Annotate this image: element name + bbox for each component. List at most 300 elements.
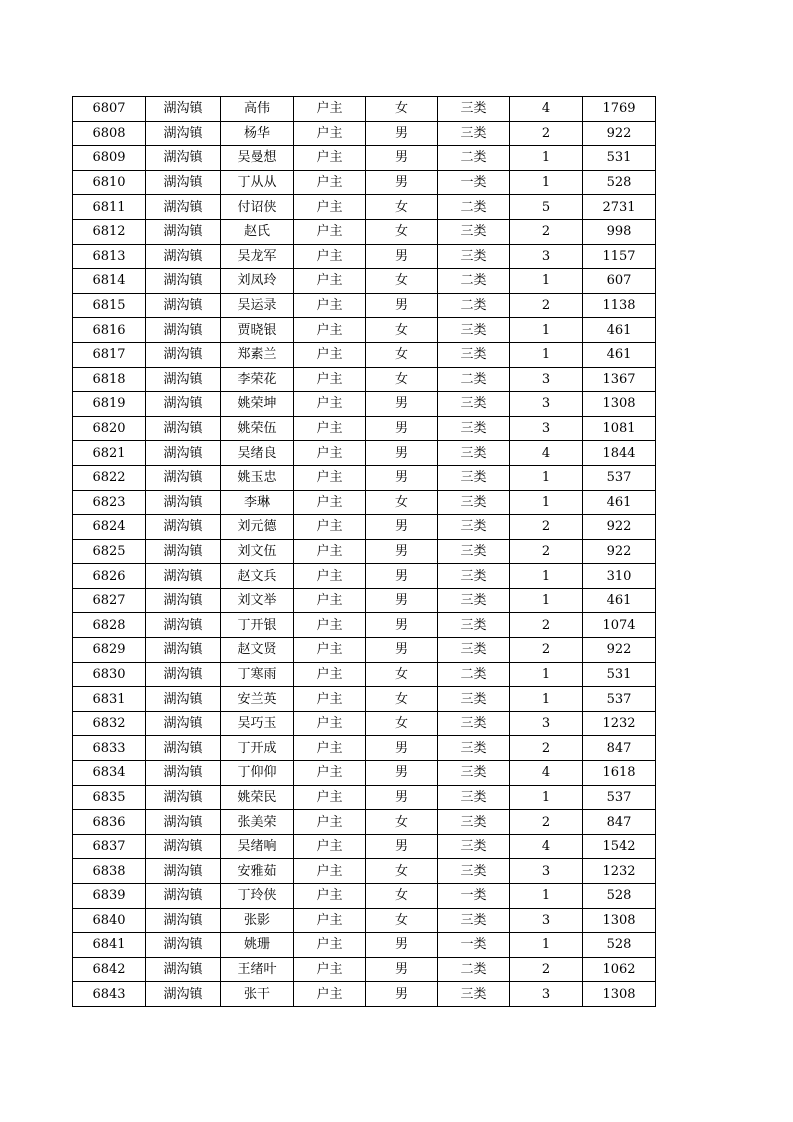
count-cell: 3 bbox=[510, 416, 583, 441]
gender-cell: 男 bbox=[366, 761, 438, 786]
category-cell: 三类 bbox=[438, 539, 510, 564]
amount-cell: 310 bbox=[583, 564, 656, 589]
name-cell: 郑素兰 bbox=[221, 342, 294, 367]
relation-cell: 户主 bbox=[294, 97, 366, 122]
table-row bbox=[73, 810, 656, 835]
count-cell: 4 bbox=[510, 441, 583, 466]
table-row bbox=[73, 662, 656, 687]
gender-cell: 男 bbox=[366, 244, 438, 269]
count-cell: 1 bbox=[510, 662, 583, 687]
table-row bbox=[73, 342, 656, 367]
row-number-cell: 6827 bbox=[73, 588, 146, 613]
table-row bbox=[73, 219, 656, 244]
relation-cell: 户主 bbox=[294, 367, 366, 392]
category-cell: 一类 bbox=[438, 933, 510, 958]
gender-cell: 女 bbox=[366, 269, 438, 294]
table-row bbox=[73, 982, 656, 1007]
name-cell: 赵文兵 bbox=[221, 564, 294, 589]
row-number-cell: 6841 bbox=[73, 933, 146, 958]
row-number-cell: 6807 bbox=[73, 97, 146, 122]
count-cell: 1 bbox=[510, 933, 583, 958]
relation-cell: 户主 bbox=[294, 810, 366, 835]
amount-cell: 922 bbox=[583, 638, 656, 663]
gender-cell: 男 bbox=[366, 170, 438, 195]
category-cell: 三类 bbox=[438, 244, 510, 269]
category-cell: 三类 bbox=[438, 318, 510, 343]
category-cell: 三类 bbox=[438, 834, 510, 859]
amount-cell: 461 bbox=[583, 318, 656, 343]
category-cell: 二类 bbox=[438, 662, 510, 687]
category-cell: 二类 bbox=[438, 269, 510, 294]
name-cell: 吴绪响 bbox=[221, 834, 294, 859]
name-cell: 吴绪良 bbox=[221, 441, 294, 466]
town-cell: 湖沟镇 bbox=[146, 957, 221, 982]
amount-cell: 1157 bbox=[583, 244, 656, 269]
row-number-cell: 6818 bbox=[73, 367, 146, 392]
town-cell: 湖沟镇 bbox=[146, 859, 221, 884]
gender-cell: 女 bbox=[366, 318, 438, 343]
category-cell: 二类 bbox=[438, 957, 510, 982]
amount-cell: 1232 bbox=[583, 859, 656, 884]
name-cell: 吴曼想 bbox=[221, 146, 294, 171]
category-cell: 三类 bbox=[438, 982, 510, 1007]
amount-cell: 537 bbox=[583, 785, 656, 810]
row-number-cell: 6821 bbox=[73, 441, 146, 466]
count-cell: 3 bbox=[510, 711, 583, 736]
name-cell: 张影 bbox=[221, 908, 294, 933]
row-number-cell: 6811 bbox=[73, 195, 146, 220]
category-cell: 三类 bbox=[438, 687, 510, 712]
row-number-cell: 6836 bbox=[73, 810, 146, 835]
relation-cell: 户主 bbox=[294, 490, 366, 515]
count-cell: 3 bbox=[510, 859, 583, 884]
relation-cell: 户主 bbox=[294, 441, 366, 466]
gender-cell: 男 bbox=[366, 785, 438, 810]
relation-cell: 户主 bbox=[294, 785, 366, 810]
town-cell: 湖沟镇 bbox=[146, 834, 221, 859]
amount-cell: 922 bbox=[583, 121, 656, 146]
relation-cell: 户主 bbox=[294, 908, 366, 933]
category-cell: 三类 bbox=[438, 219, 510, 244]
category-cell: 三类 bbox=[438, 859, 510, 884]
name-cell: 吴巧玉 bbox=[221, 711, 294, 736]
count-cell: 4 bbox=[510, 761, 583, 786]
gender-cell: 男 bbox=[366, 613, 438, 638]
name-cell: 丁开银 bbox=[221, 613, 294, 638]
name-cell: 李荣花 bbox=[221, 367, 294, 392]
gender-cell: 男 bbox=[366, 293, 438, 318]
name-cell: 姚荣坤 bbox=[221, 392, 294, 417]
count-cell: 3 bbox=[510, 982, 583, 1007]
amount-cell: 528 bbox=[583, 933, 656, 958]
category-cell: 三类 bbox=[438, 810, 510, 835]
table-row bbox=[73, 933, 656, 958]
category-cell: 三类 bbox=[438, 416, 510, 441]
row-number-cell: 6822 bbox=[73, 465, 146, 490]
row-number-cell: 6810 bbox=[73, 170, 146, 195]
town-cell: 湖沟镇 bbox=[146, 465, 221, 490]
name-cell: 安兰英 bbox=[221, 687, 294, 712]
gender-cell: 男 bbox=[366, 465, 438, 490]
count-cell: 1 bbox=[510, 884, 583, 909]
row-number-cell: 6833 bbox=[73, 736, 146, 761]
amount-cell: 537 bbox=[583, 465, 656, 490]
count-cell: 5 bbox=[510, 195, 583, 220]
relation-cell: 户主 bbox=[294, 933, 366, 958]
town-cell: 湖沟镇 bbox=[146, 392, 221, 417]
gender-cell: 男 bbox=[366, 588, 438, 613]
name-cell: 姚荣伍 bbox=[221, 416, 294, 441]
table-row bbox=[73, 244, 656, 269]
count-cell: 1 bbox=[510, 170, 583, 195]
relation-cell: 户主 bbox=[294, 884, 366, 909]
count-cell: 2 bbox=[510, 613, 583, 638]
town-cell: 湖沟镇 bbox=[146, 810, 221, 835]
count-cell: 1 bbox=[510, 269, 583, 294]
table-row bbox=[73, 957, 656, 982]
gender-cell: 女 bbox=[366, 195, 438, 220]
relation-cell: 户主 bbox=[294, 834, 366, 859]
row-number-cell: 6834 bbox=[73, 761, 146, 786]
category-cell: 一类 bbox=[438, 170, 510, 195]
table-row bbox=[73, 834, 656, 859]
count-cell: 3 bbox=[510, 392, 583, 417]
name-cell: 高伟 bbox=[221, 97, 294, 122]
relation-cell: 户主 bbox=[294, 564, 366, 589]
count-cell: 2 bbox=[510, 515, 583, 540]
amount-cell: 1542 bbox=[583, 834, 656, 859]
gender-cell: 女 bbox=[366, 490, 438, 515]
row-number-cell: 6817 bbox=[73, 342, 146, 367]
count-cell: 1 bbox=[510, 318, 583, 343]
count-cell: 1 bbox=[510, 342, 583, 367]
row-number-cell: 6842 bbox=[73, 957, 146, 982]
gender-cell: 男 bbox=[366, 736, 438, 761]
gender-cell: 女 bbox=[366, 342, 438, 367]
name-cell: 刘文伍 bbox=[221, 539, 294, 564]
town-cell: 湖沟镇 bbox=[146, 269, 221, 294]
category-cell: 三类 bbox=[438, 342, 510, 367]
amount-cell: 607 bbox=[583, 269, 656, 294]
amount-cell: 528 bbox=[583, 170, 656, 195]
gender-cell: 男 bbox=[366, 539, 438, 564]
relation-cell: 户主 bbox=[294, 244, 366, 269]
amount-cell: 1367 bbox=[583, 367, 656, 392]
count-cell: 1 bbox=[510, 785, 583, 810]
relation-cell: 户主 bbox=[294, 416, 366, 441]
amount-cell: 461 bbox=[583, 342, 656, 367]
name-cell: 李琳 bbox=[221, 490, 294, 515]
row-number-cell: 6808 bbox=[73, 121, 146, 146]
relation-cell: 户主 bbox=[294, 342, 366, 367]
row-number-cell: 6843 bbox=[73, 982, 146, 1007]
row-number-cell: 6829 bbox=[73, 638, 146, 663]
relation-cell: 户主 bbox=[294, 736, 366, 761]
category-cell: 三类 bbox=[438, 392, 510, 417]
category-cell: 二类 bbox=[438, 293, 510, 318]
relation-cell: 户主 bbox=[294, 761, 366, 786]
amount-cell: 537 bbox=[583, 687, 656, 712]
category-cell: 二类 bbox=[438, 367, 510, 392]
town-cell: 湖沟镇 bbox=[146, 490, 221, 515]
table-row bbox=[73, 588, 656, 613]
gender-cell: 女 bbox=[366, 687, 438, 712]
table-row bbox=[73, 146, 656, 171]
name-cell: 丁开成 bbox=[221, 736, 294, 761]
amount-cell: 998 bbox=[583, 219, 656, 244]
town-cell: 湖沟镇 bbox=[146, 638, 221, 663]
amount-cell: 1232 bbox=[583, 711, 656, 736]
table-row bbox=[73, 392, 656, 417]
relation-cell: 户主 bbox=[294, 638, 366, 663]
town-cell: 湖沟镇 bbox=[146, 687, 221, 712]
name-cell: 丁玲侠 bbox=[221, 884, 294, 909]
table-row bbox=[73, 170, 656, 195]
town-cell: 湖沟镇 bbox=[146, 146, 221, 171]
amount-cell: 922 bbox=[583, 515, 656, 540]
row-number-cell: 6839 bbox=[73, 884, 146, 909]
name-cell: 吴运录 bbox=[221, 293, 294, 318]
amount-cell: 461 bbox=[583, 588, 656, 613]
name-cell: 安雅茹 bbox=[221, 859, 294, 884]
name-cell: 姚珊 bbox=[221, 933, 294, 958]
gender-cell: 女 bbox=[366, 884, 438, 909]
category-cell: 三类 bbox=[438, 515, 510, 540]
town-cell: 湖沟镇 bbox=[146, 121, 221, 146]
category-cell: 三类 bbox=[438, 588, 510, 613]
amount-cell: 1844 bbox=[583, 441, 656, 466]
row-number-cell: 6812 bbox=[73, 219, 146, 244]
town-cell: 湖沟镇 bbox=[146, 416, 221, 441]
table-row bbox=[73, 318, 656, 343]
table-body bbox=[73, 97, 656, 1007]
gender-cell: 女 bbox=[366, 859, 438, 884]
row-number-cell: 6831 bbox=[73, 687, 146, 712]
town-cell: 湖沟镇 bbox=[146, 293, 221, 318]
row-number-cell: 6824 bbox=[73, 515, 146, 540]
row-number-cell: 6835 bbox=[73, 785, 146, 810]
count-cell: 1 bbox=[510, 465, 583, 490]
town-cell: 湖沟镇 bbox=[146, 539, 221, 564]
gender-cell: 男 bbox=[366, 564, 438, 589]
name-cell: 赵文贤 bbox=[221, 638, 294, 663]
gender-cell: 男 bbox=[366, 441, 438, 466]
town-cell: 湖沟镇 bbox=[146, 933, 221, 958]
amount-cell: 2731 bbox=[583, 195, 656, 220]
gender-cell: 男 bbox=[366, 146, 438, 171]
category-cell: 三类 bbox=[438, 638, 510, 663]
count-cell: 2 bbox=[510, 638, 583, 663]
relation-cell: 户主 bbox=[294, 392, 366, 417]
relation-cell: 户主 bbox=[294, 121, 366, 146]
count-cell: 3 bbox=[510, 244, 583, 269]
table-row bbox=[73, 687, 656, 712]
name-cell: 丁仰仰 bbox=[221, 761, 294, 786]
gender-cell: 女 bbox=[366, 711, 438, 736]
town-cell: 湖沟镇 bbox=[146, 908, 221, 933]
category-cell: 三类 bbox=[438, 441, 510, 466]
count-cell: 2 bbox=[510, 121, 583, 146]
name-cell: 付诏侠 bbox=[221, 195, 294, 220]
table-row bbox=[73, 539, 656, 564]
town-cell: 湖沟镇 bbox=[146, 982, 221, 1007]
name-cell: 张干 bbox=[221, 982, 294, 1007]
row-number-cell: 6819 bbox=[73, 392, 146, 417]
gender-cell: 女 bbox=[366, 908, 438, 933]
count-cell: 1 bbox=[510, 588, 583, 613]
amount-cell: 1618 bbox=[583, 761, 656, 786]
name-cell: 刘凤玲 bbox=[221, 269, 294, 294]
category-cell: 三类 bbox=[438, 121, 510, 146]
row-number-cell: 6832 bbox=[73, 711, 146, 736]
town-cell: 湖沟镇 bbox=[146, 244, 221, 269]
category-cell: 三类 bbox=[438, 736, 510, 761]
amount-cell: 1308 bbox=[583, 392, 656, 417]
table-row bbox=[73, 564, 656, 589]
table-row bbox=[73, 515, 656, 540]
town-cell: 湖沟镇 bbox=[146, 588, 221, 613]
town-cell: 湖沟镇 bbox=[146, 170, 221, 195]
amount-cell: 1138 bbox=[583, 293, 656, 318]
row-number-cell: 6823 bbox=[73, 490, 146, 515]
table-row bbox=[73, 884, 656, 909]
relation-cell: 户主 bbox=[294, 687, 366, 712]
town-cell: 湖沟镇 bbox=[146, 613, 221, 638]
count-cell: 2 bbox=[510, 219, 583, 244]
town-cell: 湖沟镇 bbox=[146, 367, 221, 392]
category-cell: 一类 bbox=[438, 884, 510, 909]
amount-cell: 1308 bbox=[583, 908, 656, 933]
amount-cell: 1308 bbox=[583, 982, 656, 1007]
count-cell: 1 bbox=[510, 146, 583, 171]
table-row bbox=[73, 785, 656, 810]
amount-cell: 531 bbox=[583, 146, 656, 171]
gender-cell: 男 bbox=[366, 416, 438, 441]
row-number-cell: 6809 bbox=[73, 146, 146, 171]
table-row bbox=[73, 195, 656, 220]
table-row bbox=[73, 761, 656, 786]
gender-cell: 女 bbox=[366, 810, 438, 835]
gender-cell: 男 bbox=[366, 982, 438, 1007]
data-table bbox=[72, 96, 656, 1007]
relation-cell: 户主 bbox=[294, 613, 366, 638]
row-number-cell: 6813 bbox=[73, 244, 146, 269]
name-cell: 丁从从 bbox=[221, 170, 294, 195]
town-cell: 湖沟镇 bbox=[146, 564, 221, 589]
count-cell: 2 bbox=[510, 736, 583, 761]
relation-cell: 户主 bbox=[294, 269, 366, 294]
town-cell: 湖沟镇 bbox=[146, 318, 221, 343]
count-cell: 1 bbox=[510, 687, 583, 712]
relation-cell: 户主 bbox=[294, 465, 366, 490]
amount-cell: 847 bbox=[583, 810, 656, 835]
category-cell: 三类 bbox=[438, 711, 510, 736]
name-cell: 王绪叶 bbox=[221, 957, 294, 982]
row-number-cell: 6826 bbox=[73, 564, 146, 589]
count-cell: 1 bbox=[510, 564, 583, 589]
amount-cell: 922 bbox=[583, 539, 656, 564]
relation-cell: 户主 bbox=[294, 662, 366, 687]
amount-cell: 847 bbox=[583, 736, 656, 761]
name-cell: 张美荣 bbox=[221, 810, 294, 835]
count-cell: 2 bbox=[510, 957, 583, 982]
town-cell: 湖沟镇 bbox=[146, 761, 221, 786]
gender-cell: 男 bbox=[366, 121, 438, 146]
row-number-cell: 6816 bbox=[73, 318, 146, 343]
table-row bbox=[73, 367, 656, 392]
count-cell: 4 bbox=[510, 834, 583, 859]
town-cell: 湖沟镇 bbox=[146, 662, 221, 687]
name-cell: 刘文举 bbox=[221, 588, 294, 613]
relation-cell: 户主 bbox=[294, 195, 366, 220]
town-cell: 湖沟镇 bbox=[146, 884, 221, 909]
relation-cell: 户主 bbox=[294, 588, 366, 613]
row-number-cell: 6828 bbox=[73, 613, 146, 638]
count-cell: 3 bbox=[510, 908, 583, 933]
table-row bbox=[73, 908, 656, 933]
relation-cell: 户主 bbox=[294, 146, 366, 171]
town-cell: 湖沟镇 bbox=[146, 195, 221, 220]
relation-cell: 户主 bbox=[294, 859, 366, 884]
table-row bbox=[73, 711, 656, 736]
row-number-cell: 6820 bbox=[73, 416, 146, 441]
relation-cell: 户主 bbox=[294, 219, 366, 244]
row-number-cell: 6830 bbox=[73, 662, 146, 687]
relation-cell: 户主 bbox=[294, 957, 366, 982]
table-row bbox=[73, 736, 656, 761]
name-cell: 姚玉忠 bbox=[221, 465, 294, 490]
town-cell: 湖沟镇 bbox=[146, 441, 221, 466]
name-cell: 贾晓银 bbox=[221, 318, 294, 343]
gender-cell: 男 bbox=[366, 957, 438, 982]
relation-cell: 户主 bbox=[294, 293, 366, 318]
category-cell: 三类 bbox=[438, 785, 510, 810]
relation-cell: 户主 bbox=[294, 539, 366, 564]
table-row bbox=[73, 441, 656, 466]
count-cell: 2 bbox=[510, 539, 583, 564]
table-row bbox=[73, 293, 656, 318]
table-row bbox=[73, 490, 656, 515]
count-cell: 4 bbox=[510, 97, 583, 122]
row-number-cell: 6840 bbox=[73, 908, 146, 933]
table-row bbox=[73, 859, 656, 884]
relation-cell: 户主 bbox=[294, 982, 366, 1007]
count-cell: 1 bbox=[510, 490, 583, 515]
town-cell: 湖沟镇 bbox=[146, 342, 221, 367]
row-number-cell: 6825 bbox=[73, 539, 146, 564]
relation-cell: 户主 bbox=[294, 318, 366, 343]
gender-cell: 男 bbox=[366, 638, 438, 663]
town-cell: 湖沟镇 bbox=[146, 785, 221, 810]
town-cell: 湖沟镇 bbox=[146, 711, 221, 736]
town-cell: 湖沟镇 bbox=[146, 97, 221, 122]
gender-cell: 男 bbox=[366, 515, 438, 540]
amount-cell: 461 bbox=[583, 490, 656, 515]
relation-cell: 户主 bbox=[294, 515, 366, 540]
table-row bbox=[73, 416, 656, 441]
gender-cell: 女 bbox=[366, 367, 438, 392]
table-row bbox=[73, 121, 656, 146]
relation-cell: 户主 bbox=[294, 711, 366, 736]
row-number-cell: 6815 bbox=[73, 293, 146, 318]
amount-cell: 1769 bbox=[583, 97, 656, 122]
gender-cell: 男 bbox=[366, 392, 438, 417]
row-number-cell: 6838 bbox=[73, 859, 146, 884]
table-row bbox=[73, 269, 656, 294]
row-number-cell: 6814 bbox=[73, 269, 146, 294]
name-cell: 杨华 bbox=[221, 121, 294, 146]
table-row bbox=[73, 97, 656, 122]
